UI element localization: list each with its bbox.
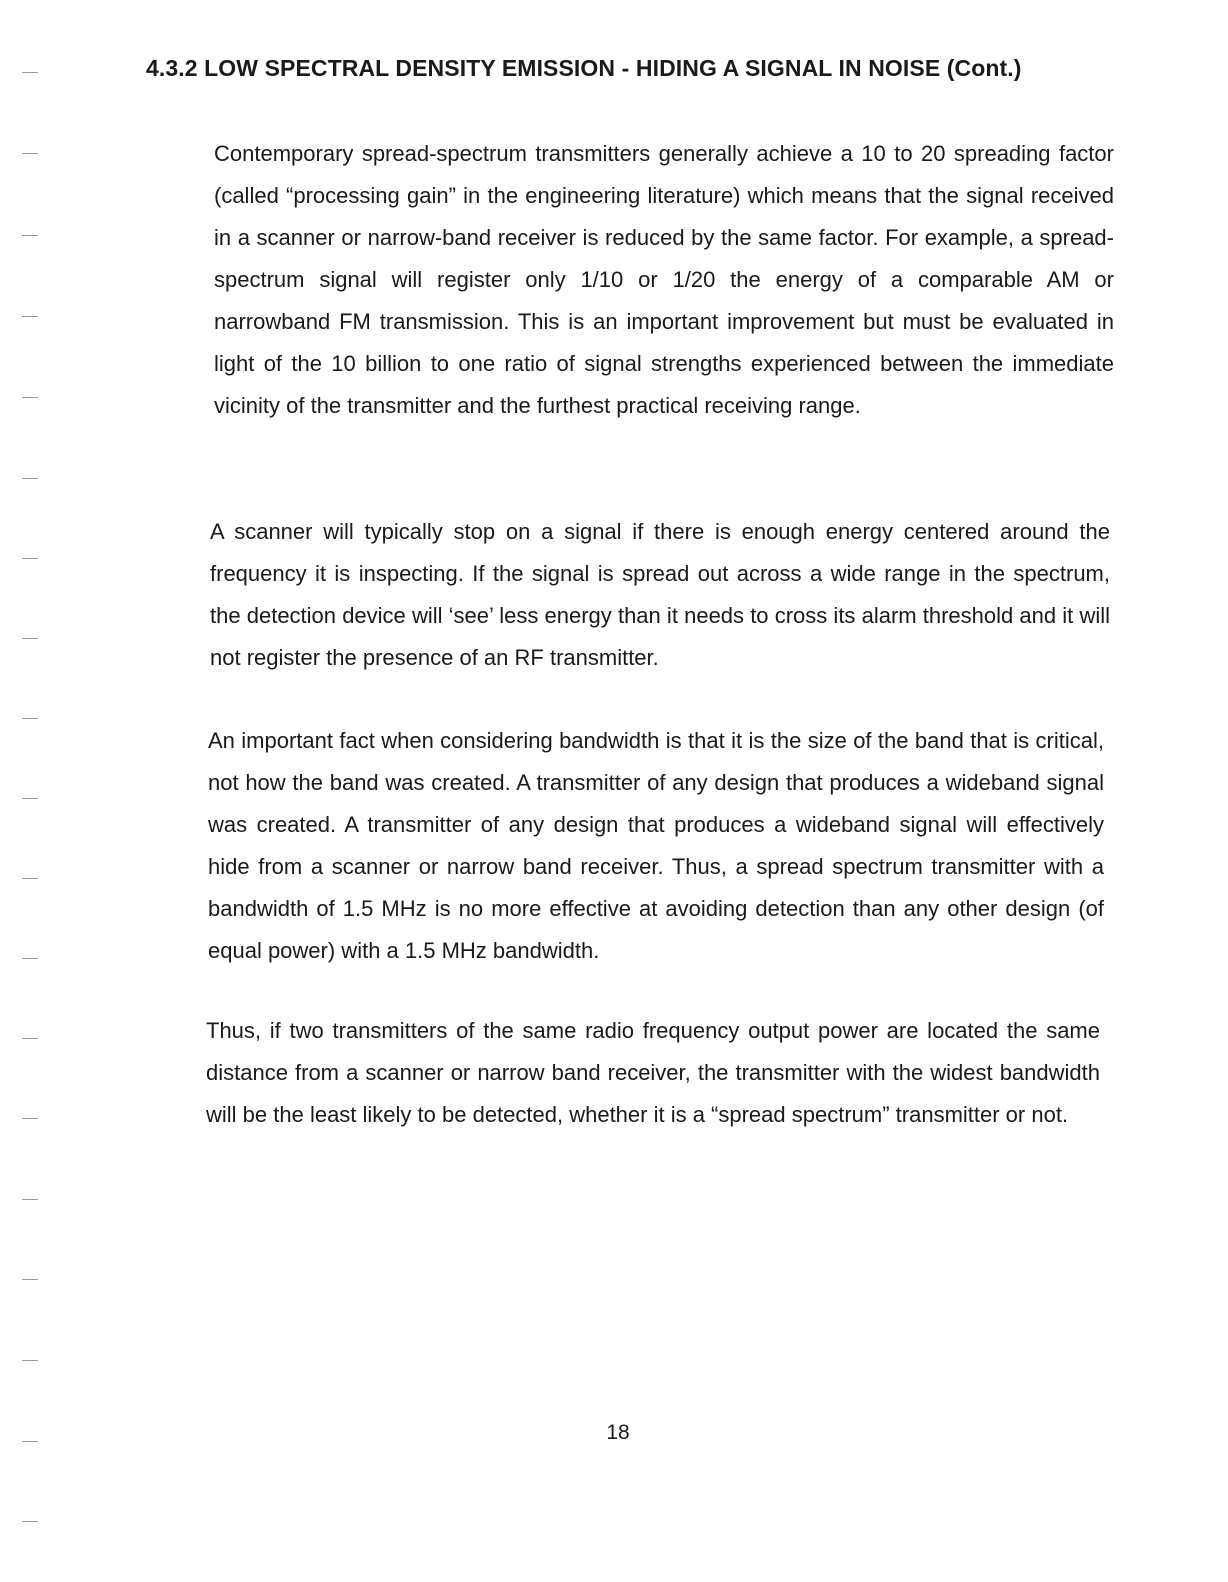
margin-mark: [22, 316, 38, 317]
margin-mark: [22, 478, 38, 479]
margin-mark: [22, 558, 38, 559]
binding-margin-marks: [22, 0, 42, 1582]
paragraph-widest-bandwidth: Thus, if two transmitters of the same radio frequency output power are located the same distance from a scanner or narrow band receiver, the transmitter with the widest bandwidth will be the least likely to be detected, whether it is a “spread spectrum” transmitter or not.: [206, 1018, 1100, 1127]
margin-mark: [22, 1360, 38, 1361]
section-heading: 4.3.2 LOW SPECTRAL DENSITY EMISSION - HIDING A SIGNAL IN NOISE (Cont.): [146, 55, 1022, 81]
page-number: 18: [606, 1421, 630, 1444]
paragraph-bandwidth-size: An important fact when considering bandwidth is that it is the size of the band that is critical, not how the band was created. A transmitter of any design that produces a wideband signal was created. A transmitter of any design that produces a wideband signal will effectively hide from a scanner or narrow band receiver. Thus, a spread spectrum transmitter with a bandwidth of 1.5 MHz is no more effective at avoiding detection than any other design (of equal power) with a 1.5 MHz bandwidth.: [208, 728, 1104, 963]
margin-mark: [22, 153, 38, 154]
margin-mark: [22, 1038, 38, 1039]
paragraph-processing-gain: Contemporary spread-spectrum transmitters generally achieve a 10 to 20 spreading factor (called “processing gain” in the engineering literature) which means that the signal received in a scanner or narrow-band receiver is reduced by the same factor. For example, a spread-spectrum signal will register only 1/10 or 1/20 the energy of a comparable AM or narrowband FM transmission. This is an important improvement but must be evaluated in light of the 10 billion to one ratio of signal strengths experienced between the immediate vicinity of the transmitter and the furthest practical receiving range.: [214, 141, 1114, 418]
margin-mark: [22, 1279, 38, 1280]
margin-mark: [22, 1441, 38, 1442]
margin-mark: [22, 718, 38, 719]
margin-mark: [22, 1199, 38, 1200]
margin-mark: [22, 878, 38, 879]
margin-mark: [22, 638, 38, 639]
margin-mark: [22, 798, 38, 799]
margin-mark: [22, 397, 38, 398]
margin-mark: [22, 958, 38, 959]
margin-mark: [22, 72, 38, 73]
margin-mark: [22, 1521, 38, 1522]
margin-mark: [22, 235, 38, 236]
paragraph-scanner-threshold: A scanner will typically stop on a signal if there is enough energy centered around the frequency it is inspecting. If the signal is spread out across a wide range in the spectrum, the detection device will ‘see’ less energy than it needs to cross its alarm threshold and it will not register the presence of an RF transmitter.: [210, 519, 1110, 670]
margin-mark: [22, 1118, 38, 1119]
